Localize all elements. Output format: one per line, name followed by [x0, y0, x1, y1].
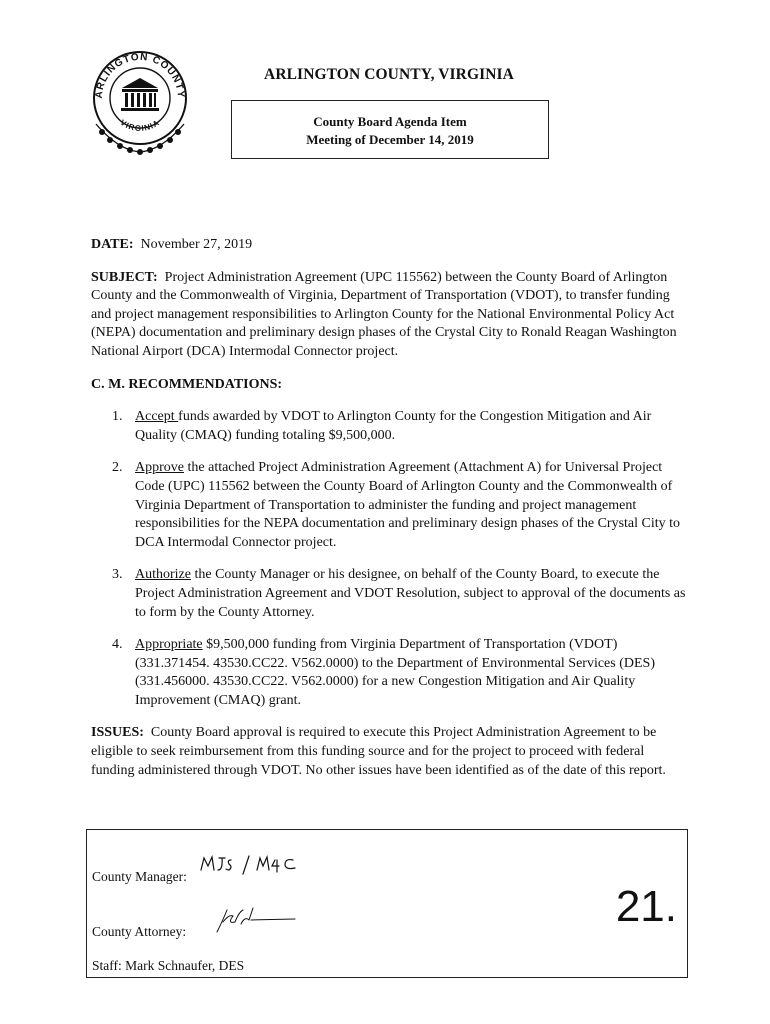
agenda-item-box	[231, 100, 549, 159]
svg-text:VIRGINIA: VIRGINIA	[118, 117, 162, 134]
item-number-label: 1.	[112, 409, 123, 425]
recommendations-heading: C. M. RECOMMENDATIONS:	[91, 376, 283, 392]
item-number-label: 3.	[112, 567, 123, 583]
county-title: ARLINGTON COUNTY, VIRGINIA	[264, 66, 514, 83]
item-text: funds awarded by VDOT to Arlington County for the Congestion Mitigation and Air Quality (CMAQ) funding totaling $9,500,000.	[135, 409, 652, 443]
recommendation-item	[91, 459, 691, 552]
item-text: $9,500,000 funding from Virginia Department of Transportation (VDOT) (331.371454. 43530.CC22. V562.0000) to the Department of Environmental Services (DES) (331.456000. 43530.CC22. V562.0000) for a new Congestion Mitigation and Air Quality Improvement (CMAQ) grant.	[135, 637, 655, 708]
staff-line: Staff: Mark Schnaufer, DES	[92, 958, 245, 973]
agenda-item-number: 21.	[615, 882, 677, 931]
recommendation-item	[91, 408, 691, 445]
date-label: DATE:	[91, 237, 134, 252]
county-attorney-label: County Attorney:	[92, 924, 187, 939]
recommendation-item	[91, 636, 691, 710]
item-verb: Appropriate	[135, 637, 203, 653]
county-seal-logo	[88, 46, 192, 158]
agenda-item-label: County Board Agenda Item	[313, 114, 467, 129]
subject-text: Project Administration Agreement (UPC 115562) between the County Board of Arlington County and the Commonwealth of Virginia, Department of Transportation (VDOT), to transfer funding and project management responsibilities to Arlington County for the National Environmental Policy Act (NEPA) documentation and preliminary design phases of the Crystal City to Ronald Reagan Washington National Airport (DCA) Intermodal Connector project.	[91, 269, 677, 359]
date-line	[91, 236, 691, 255]
item-verb: Authorize	[135, 567, 191, 583]
item-verb: Accept	[135, 409, 179, 425]
subject-label: SUBJECT:	[91, 269, 158, 285]
meeting-date: Meeting of December 14, 2019	[306, 132, 474, 147]
date-value: November 27, 2019	[140, 237, 253, 252]
county-attorney-signature	[213, 904, 303, 936]
recommendation-item	[91, 566, 691, 622]
document-body	[91, 236, 691, 794]
item-text: the attached Project Administration Agreement (Attachment A) for Universal Project Code (UPC) 115562 between the County Board of Arlington County and the Commonwealth of Virginia Department of Transportation to administer the funding and project management responsibilities for the NEPA documentation and preliminary design phases of the Crystal City to DCA Intermodal Connector project.	[135, 460, 681, 550]
county-manager-initials-signature	[199, 852, 309, 876]
issues-text: County Board approval is required to execute this Project Administration Agreement to be eligible to seek reimbursement from this funding source and for the project to proceed with federal funding administered through VDOT. No other issues have been identified as of the date of this report.	[91, 725, 666, 778]
issues-paragraph	[91, 724, 691, 780]
svg-text:ARLINGTON COUNTY: ARLINGTON COUNTY	[93, 51, 187, 99]
item-number-label: 4.	[112, 637, 123, 653]
item-verb: Approve	[135, 460, 184, 476]
item-text: the County Manager or his designee, on behalf of the County Board, to execute the Project Administration Agreement and VDOT Resolution, subject to approval of the documents as to form by the County Attorney.	[135, 567, 686, 620]
issues-label: ISSUES:	[91, 725, 144, 741]
county-manager-label: County Manager:	[92, 869, 187, 884]
signoff-box	[86, 829, 688, 978]
item-number-label: 2.	[112, 460, 123, 476]
recommendations-list	[91, 408, 691, 710]
subject-paragraph	[91, 269, 691, 362]
